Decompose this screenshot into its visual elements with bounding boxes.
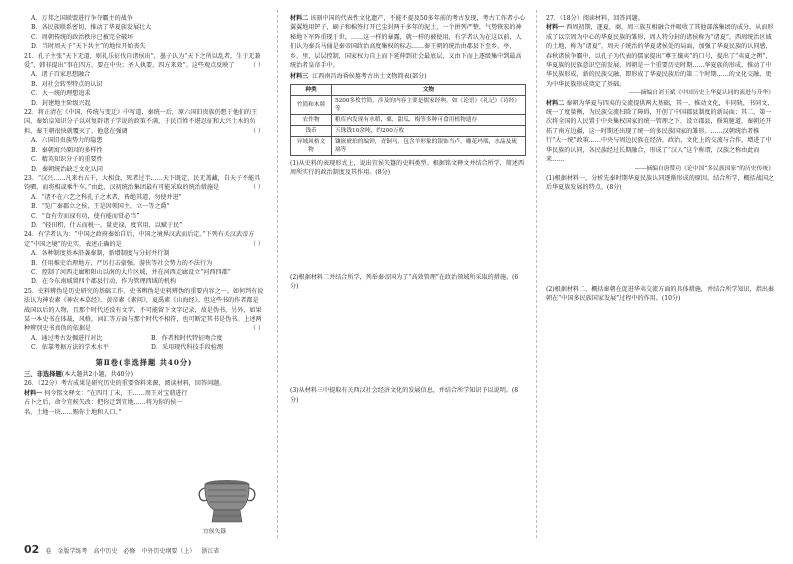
column-divider [536,10,537,538]
option-b: B．秦朝寓兴原因的多样性 [31,146,103,154]
table-cell: 五铢钱10余吨，约200万枚 [332,125,526,136]
artifacts-table [290,84,526,156]
answer-space [546,193,774,285]
question-stem: 23．“汉兴……凡来右五千，大相食，死者过半……天下既定，民无盖藏，自天子不能具钧驷，而将相或乘牛车。”由此，汉初统治集团最有可能采取的统治措施是 [24,174,261,192]
source-citation: ——摘编自唐赞功《论中国“多民族国家”的历史传统》 [634,165,774,172]
option-d: D．封建地主阶级兴起 [31,99,91,107]
table-cell: 粮库内发现有水稻，粟，甜瓜，梅等多种可食用植物遗存 [332,114,526,125]
page-number: 02 [24,543,40,556]
option-c: C．大一统的理想追求 [31,90,91,98]
answer-space [290,291,526,386]
image-caption: 宜侯矢簋 [203,529,227,535]
option-b: B．对社会转型特点的认识 [31,80,103,88]
question-stem: 24．有学者认为：“中国之政府秦始自后，中国之境界汉武而后定。”下列有关汉武帝方定“中国之境”的史实，表述正确的是 [24,231,255,248]
option-d: D．“轻田租，什五而税一，量吏禄，度官用，以赋于民” [31,221,183,229]
table-cell: 镶嵌琥珀的编钟，青铜马，包含羊形象的银饰当卢，雕花玛瑙，水晶及琉璃等 [332,136,526,155]
question-23 [24,174,264,230]
option-a: A．通过考古发掘进行对比 [31,334,103,342]
option-b: B．作者和时代特征吻合度 [151,334,223,342]
option-b: B．各民族联系密切，推动了华夏族发展壮大 [31,24,152,32]
question-26-stem: 26．（22分）考古成果是研究历史的重要资料来源，阅读材料，回答问题。 [24,380,226,388]
answer-bracket: （ ） [249,325,264,333]
column-right [546,14,774,304]
material-text: 西周初期，逐夏，商，周三族互相融合并吸收了其他部落集团的成分，从而形成了以宗周为中心的华夏民族的雏形，周人特分封的诸侯称为“诸夏”，西周统治区域的土地，称为“诸夏”，周天子统治的华夏诸侯处的局面，加强了华夏民族的认同感，春秋诸侯争霸中，以孔子为代表的儒家提出“尊王攘夷”的口号，提出了“夷夏之辨”，华夏族的民族意识空前发展，周朝是一个重要历史时期……华夏族的形成，推动了中华民族形成，新的民族交融，即形成了华夏民族后的第二个时期……的文化交融，更为中华民族形成奠定了基础。 [546,24,774,88]
option-c: C．“食有劳而禄有功，使有能而赏必当” [31,212,140,220]
table-cell: 竹简和木牍 [291,95,332,114]
table-row [291,95,526,114]
table-cell: 异域风格文物 [291,136,332,155]
source-citation: ——摘编自刘玉斌《中国历史上华夏认同的演进与升华》 [629,90,774,97]
footer-item: 高中历史 [93,548,118,555]
option-d: D．秦朝统治缺乏文化认同 [31,165,103,173]
column-left [24,14,264,417]
answer-bracket: （ ） [249,62,264,70]
bronze-vessel-image [196,476,258,526]
material-label: 材料一 [546,24,565,32]
material-label: 材料二 [290,15,309,22]
section-note: (本大题共2小题，共40分) [61,371,134,379]
question-22 [24,108,264,174]
section-heading: 三、非选择题 [24,371,62,379]
option-c: C．依靠考据方法的学术水平 [31,344,109,352]
q20-options [24,14,264,52]
material-text: 何今铭文释文：“在四月丁未，王……周王对宝鼎进行占卜之后，命令宜候矢改：把你迁到宜地……将为你的侯一名，土地一块……赐你土地和人口。” [24,389,188,416]
footer-item: 卷 [45,548,52,555]
column-divider [277,10,278,538]
sub-question-3: (3)从材料三中提取有关西汉社会经济文化的发展信息，并结合所学知识予以说明。(8分) [290,387,519,404]
table-row [291,136,526,155]
option-a: A．“诸不在六艺之科孔子之术者，皆绝其道，勿使并进” [31,193,182,201]
answer-space [290,178,526,273]
option-a: A．各种制度基本沿袭秦制，新增制度与分封并行制 [31,250,170,258]
material-text: 该刻中国的代表性文化遗产，不能不提及50多年前的考古发现，考古工作者小心翼翼地用铲子，刷子和棉签打开已尘封两千多年的泥土，一个拼列严整，气势恢宏的神秘地下军阵重现于世。……这一样的暴露，就一样的被使用，有学者认为在这以前，人们认为秦兵马俑是秦帝国政治高度集权的标志……秦王朝的统治由郡县下至乡，亭，乡，里，层层控制，国家权力自上而下延伸到社会最底层，又由下而上逐级集中到最高统治者皇帝手中。 [290,15,526,70]
section-title: 第Ⅱ卷(非选择题 共40分) [95,357,193,367]
material-text: 秦朝为华夏与四夷的交流提供两大基础，其一，推动文化，车同轨，书同文，统一了度量衡，为民族交流扫除了障碍，开创了中国郡县制度的新局面；其二，第一次将全国的人民置于中央集权国家的统一管理之下，设立郡县，修筑驰道，秦朝还开拓了南方边疆，这一时期还出现了统一的多民族国家的雏形。……汉朝统治者推行“大一统”政策……中央与周边民族在经济，政治，文化上的交流与合作，增进了中华民族的认同，各民族经过长期融合，形成了“汉人”这个称谓，汉族之称由此而来…… [546,99,774,164]
option-d: D．采用现代科技手段检测 [151,344,223,352]
question-27-stem: 27．（18分）阅读材料，回答问题。 [546,15,644,22]
sub-question-1: (1)从史料的表现形式上，说出宜侯矢簋的史料类型。根据铭文释文并结合所学，简述西周所实行的政治制度及其作用。(8分) [290,159,525,177]
option-c: C．周朝传统的政治秩序已被完全破坏 [31,33,134,41]
material-label: 材料一 [24,389,43,397]
table-row [291,114,526,125]
option-c: C．控制了河西走廊和阳山以南的大片区域，并在河西走廊设立“河西四郡” [31,268,231,276]
option-d: D．当时周天子“天下共主”的地位开始丧失 [31,43,146,51]
question-21 [24,52,264,108]
footer-item: 浙江省 [201,548,220,555]
table-row [291,125,526,136]
table-header: 种类 [291,84,332,95]
question-stem: 21．孔子主张“天下无道，则礼乐征伐自诸侯出”，墨子认为“天下之所以乱者，生于无兼爱”，韩非提出“事在四方，要在中央；圣人执要，四方来效”。这些观点反映了 [24,52,261,70]
answer-bracket: （ ） [249,240,264,248]
table-cell: 农作物 [291,114,332,125]
footer-item: 必修 [123,548,136,555]
option-a: A．诸子百家思想融合 [31,71,91,79]
option-a: A．六国旧贵族势力的隐患 [31,137,103,145]
page-footer [24,543,769,556]
table-cell: 钱币 [291,125,332,136]
question-stem: 22．将正清在《中国，传统与变迁》中写道，秦统一后，原六国旧贵族仍想于他们的王国，秦始皇知识分子以对复辟诸子学说的政策不满，于民百姓不堪忍征和大兴土木的负担，秦王朝很快就覆灭了，他意在强调 [24,109,258,135]
question-stem: 25．史料辨伪是历史研究的基础工作，史书辨伪是史料辨伪的重要内容之一。如何判有说法认为神农素《神农本草经》，黄帝素《素问》，夏禹素《山海经》。但这些书的作者都是战国以后的人物，且那个时代还没有文字，不可能留下文字记录，故是伪书。另外，如果某一本史书在体裁，风格，词汇等方面与那个时代不相符，也可断定其书是伪书。上述两种辨别史书真伪的依据是 [24,287,264,333]
table-header: 文物 [332,84,526,95]
answer-bracket: （ ） [249,184,264,192]
table-cell: 5200多枚竹简，涉及的内容主要是儒家经典，如《论语》《礼记》《诗经》等 [332,95,526,114]
option-b: B．“览广秦郡立之侯，王是因领国主，立一等之爵” [31,203,170,211]
footer-item: 中外历史纲要（上） [141,548,196,555]
question-25 [24,287,264,353]
option-c: C．精英知识分子的重要性 [31,156,103,164]
option-b: B．任用推史治理地方，严厉打击豪强，游侠等社会势力的不法行为 [31,259,213,267]
column-middle [290,14,526,405]
question-24 [24,230,264,286]
footer-item: 金版学练考 [57,548,88,555]
material-label: 材料二 [546,99,565,107]
table-header-row [291,84,526,95]
material-label: 材料三 [290,73,309,81]
sub-question-2: (2)根据材料二并结合所学，列举秦帝国为了“高效管理”在政治领域所采取的措施。(6分) [290,273,519,291]
sub-question-2: (2)根据材料二，概括秦朝在促进华夷交流方面的具体措施，并结合所学知识，指出秦朝在“中国多民族国家发展”过程中的作用。(10分) [546,285,775,303]
table-title: 江西南昌海昏侯墓考古出土文物简表(部分) [312,73,427,81]
answer-bracket: （ ） [249,127,264,135]
option-d: D．在今东南域置四个郡县行动，作为管理西域的机构 [31,278,177,286]
option-a: A．万邦之国联盟进行争夺霸主的战争 [31,15,133,22]
sub-question-1: (1)根据材料一，分析先秦时期华夏民族认同逐渐形成的原因。结合所学，概括战国之后华夏族发展的特点。(8分) [546,174,775,192]
